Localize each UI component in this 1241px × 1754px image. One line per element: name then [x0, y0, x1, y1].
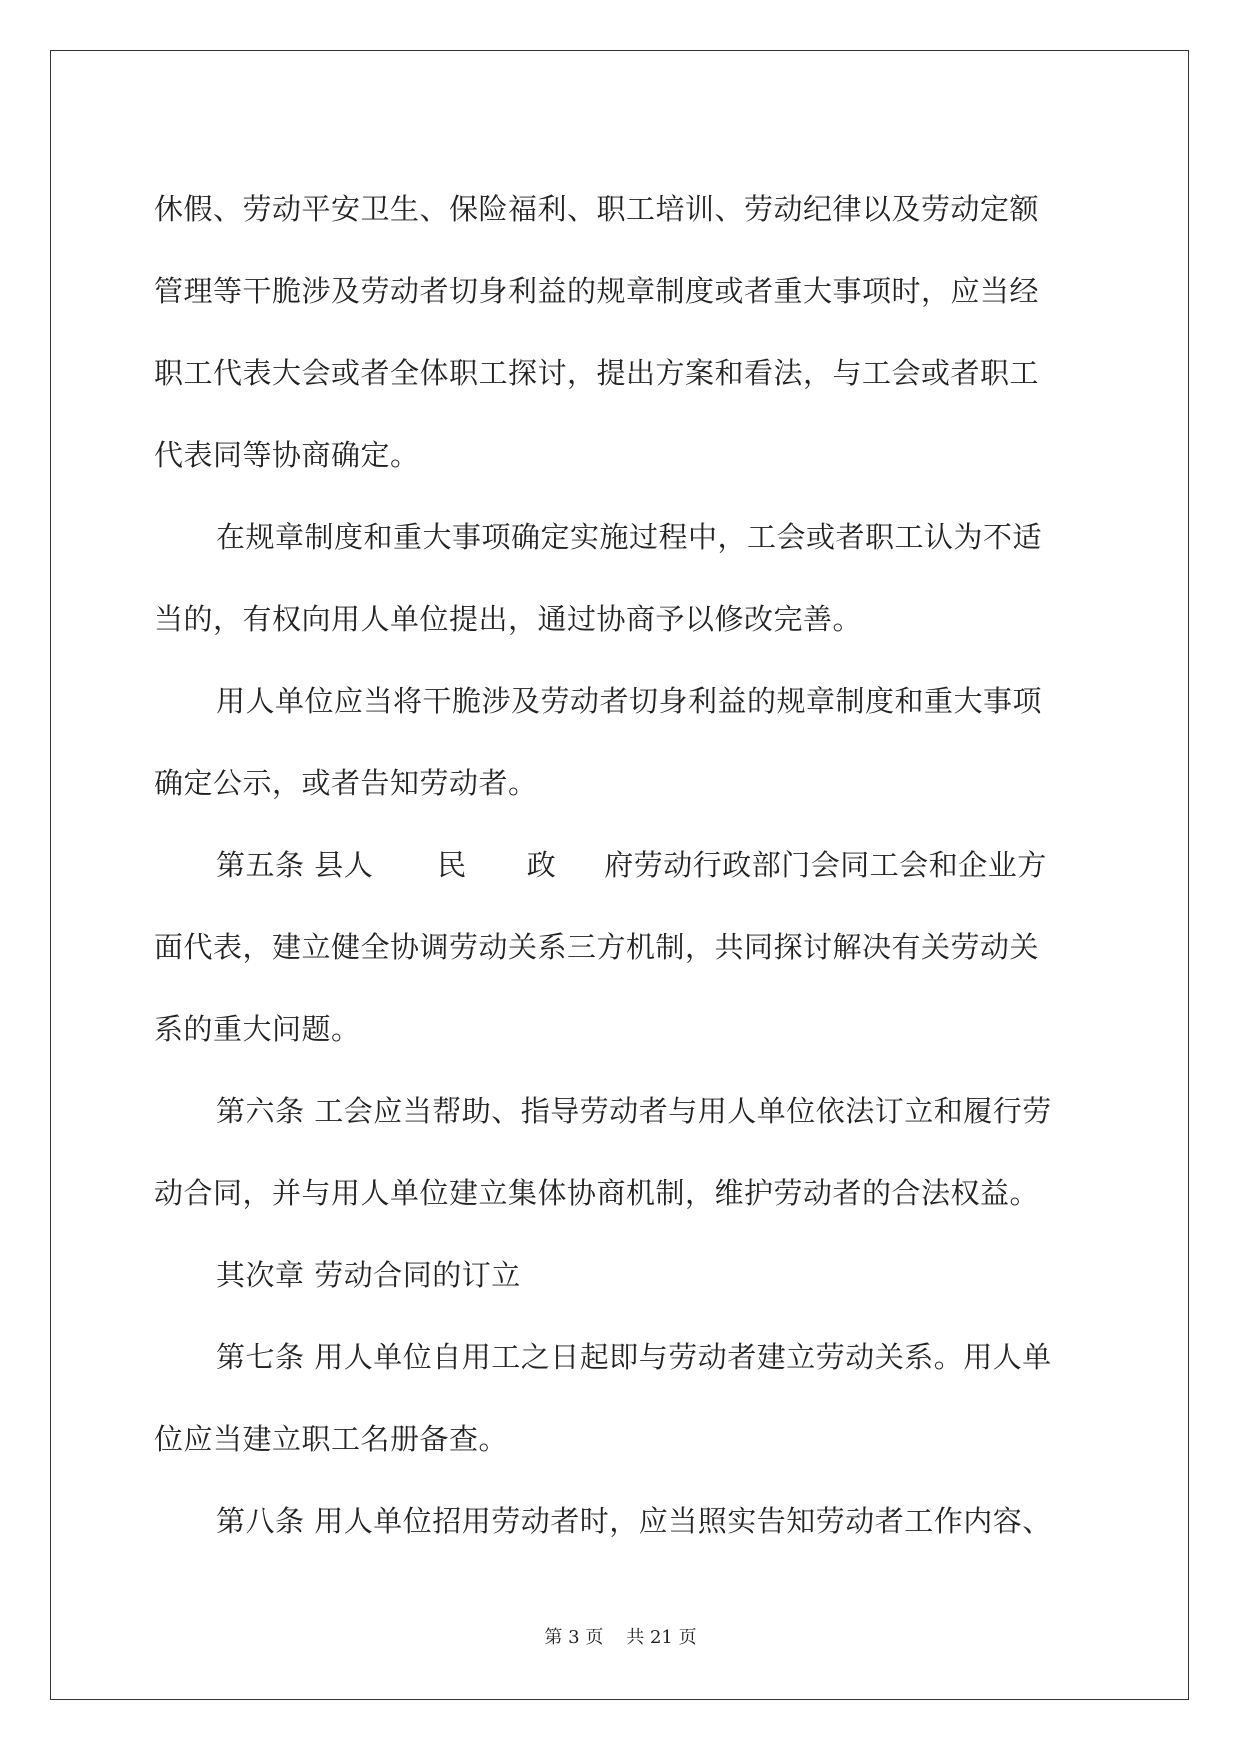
chapter-heading — [154, 1234, 1089, 1316]
text-line: 位应当建立职工名册备查。 — [154, 1422, 509, 1456]
text-line: 面代表，建立健全协调劳动关系三方机制，共同探讨解决有关劳动关 — [154, 930, 1040, 964]
article-5 — [154, 824, 1089, 1070]
text-line: 系的重大问题。 — [154, 1012, 361, 1046]
text-line: 用人单位应当将干脆涉及劳动者切身利益的规章制度和重大事项 — [216, 684, 1043, 718]
text-line: 职工代表大会或者全体职工探讨，提出方案和看法，与工会或者职工 — [154, 356, 1040, 390]
paragraph — [154, 496, 1089, 660]
text-line: 代表同等协商确定。 — [154, 438, 420, 472]
text-fragment: 民 — [437, 848, 467, 882]
text-line: 第七条 用人单位自用工之日起即与劳动者建立劳动关系。用人单 — [216, 1340, 1052, 1374]
text-fragment: 第五条 县人 — [216, 848, 374, 882]
text-line: 其次章 劳动合同的订立 — [216, 1258, 521, 1292]
article-6 — [154, 1070, 1089, 1234]
page-number: 第 3 页 — [544, 1627, 604, 1648]
document-body — [154, 168, 1089, 1562]
text-line: 动合同，并与用人单位建立集体协商机制，维护劳动者的合法权益。 — [154, 1176, 1040, 1210]
article-7 — [154, 1316, 1089, 1480]
text-fragment: 府劳动行政部门会同工会和企业方 — [604, 848, 1047, 882]
text-fragment: 政 — [526, 848, 557, 882]
text-line: 第六条 工会应当帮助、指导劳动者与用人单位依法订立和履行劳 — [216, 1094, 1052, 1128]
text-line: 休假、劳动平安卫生、保险福利、职工培训、劳动纪律以及劳动定额 — [154, 192, 1040, 226]
paragraph-continued — [154, 168, 1089, 496]
page-total: 共 21 页 — [626, 1627, 697, 1648]
text-line: 管理等干脆涉及劳动者切身利益的规章制度或者重大事项时，应当经 — [154, 274, 1040, 308]
text-line: 确定公示，或者告知劳动者。 — [154, 766, 538, 800]
page-footer — [0, 1623, 1241, 1649]
article-8 — [154, 1480, 1089, 1562]
paragraph — [154, 660, 1089, 824]
text-line — [154, 824, 1089, 906]
text-line: 在规章制度和重大事项确定实施过程中，工会或者职工认为不适 — [216, 520, 1043, 554]
text-line: 当的，有权向用人单位提出，通过协商予以修改完善。 — [154, 602, 863, 636]
text-line: 第八条 用人单位招用劳动者时，应当照实告知劳动者工作内容、 — [216, 1504, 1052, 1538]
